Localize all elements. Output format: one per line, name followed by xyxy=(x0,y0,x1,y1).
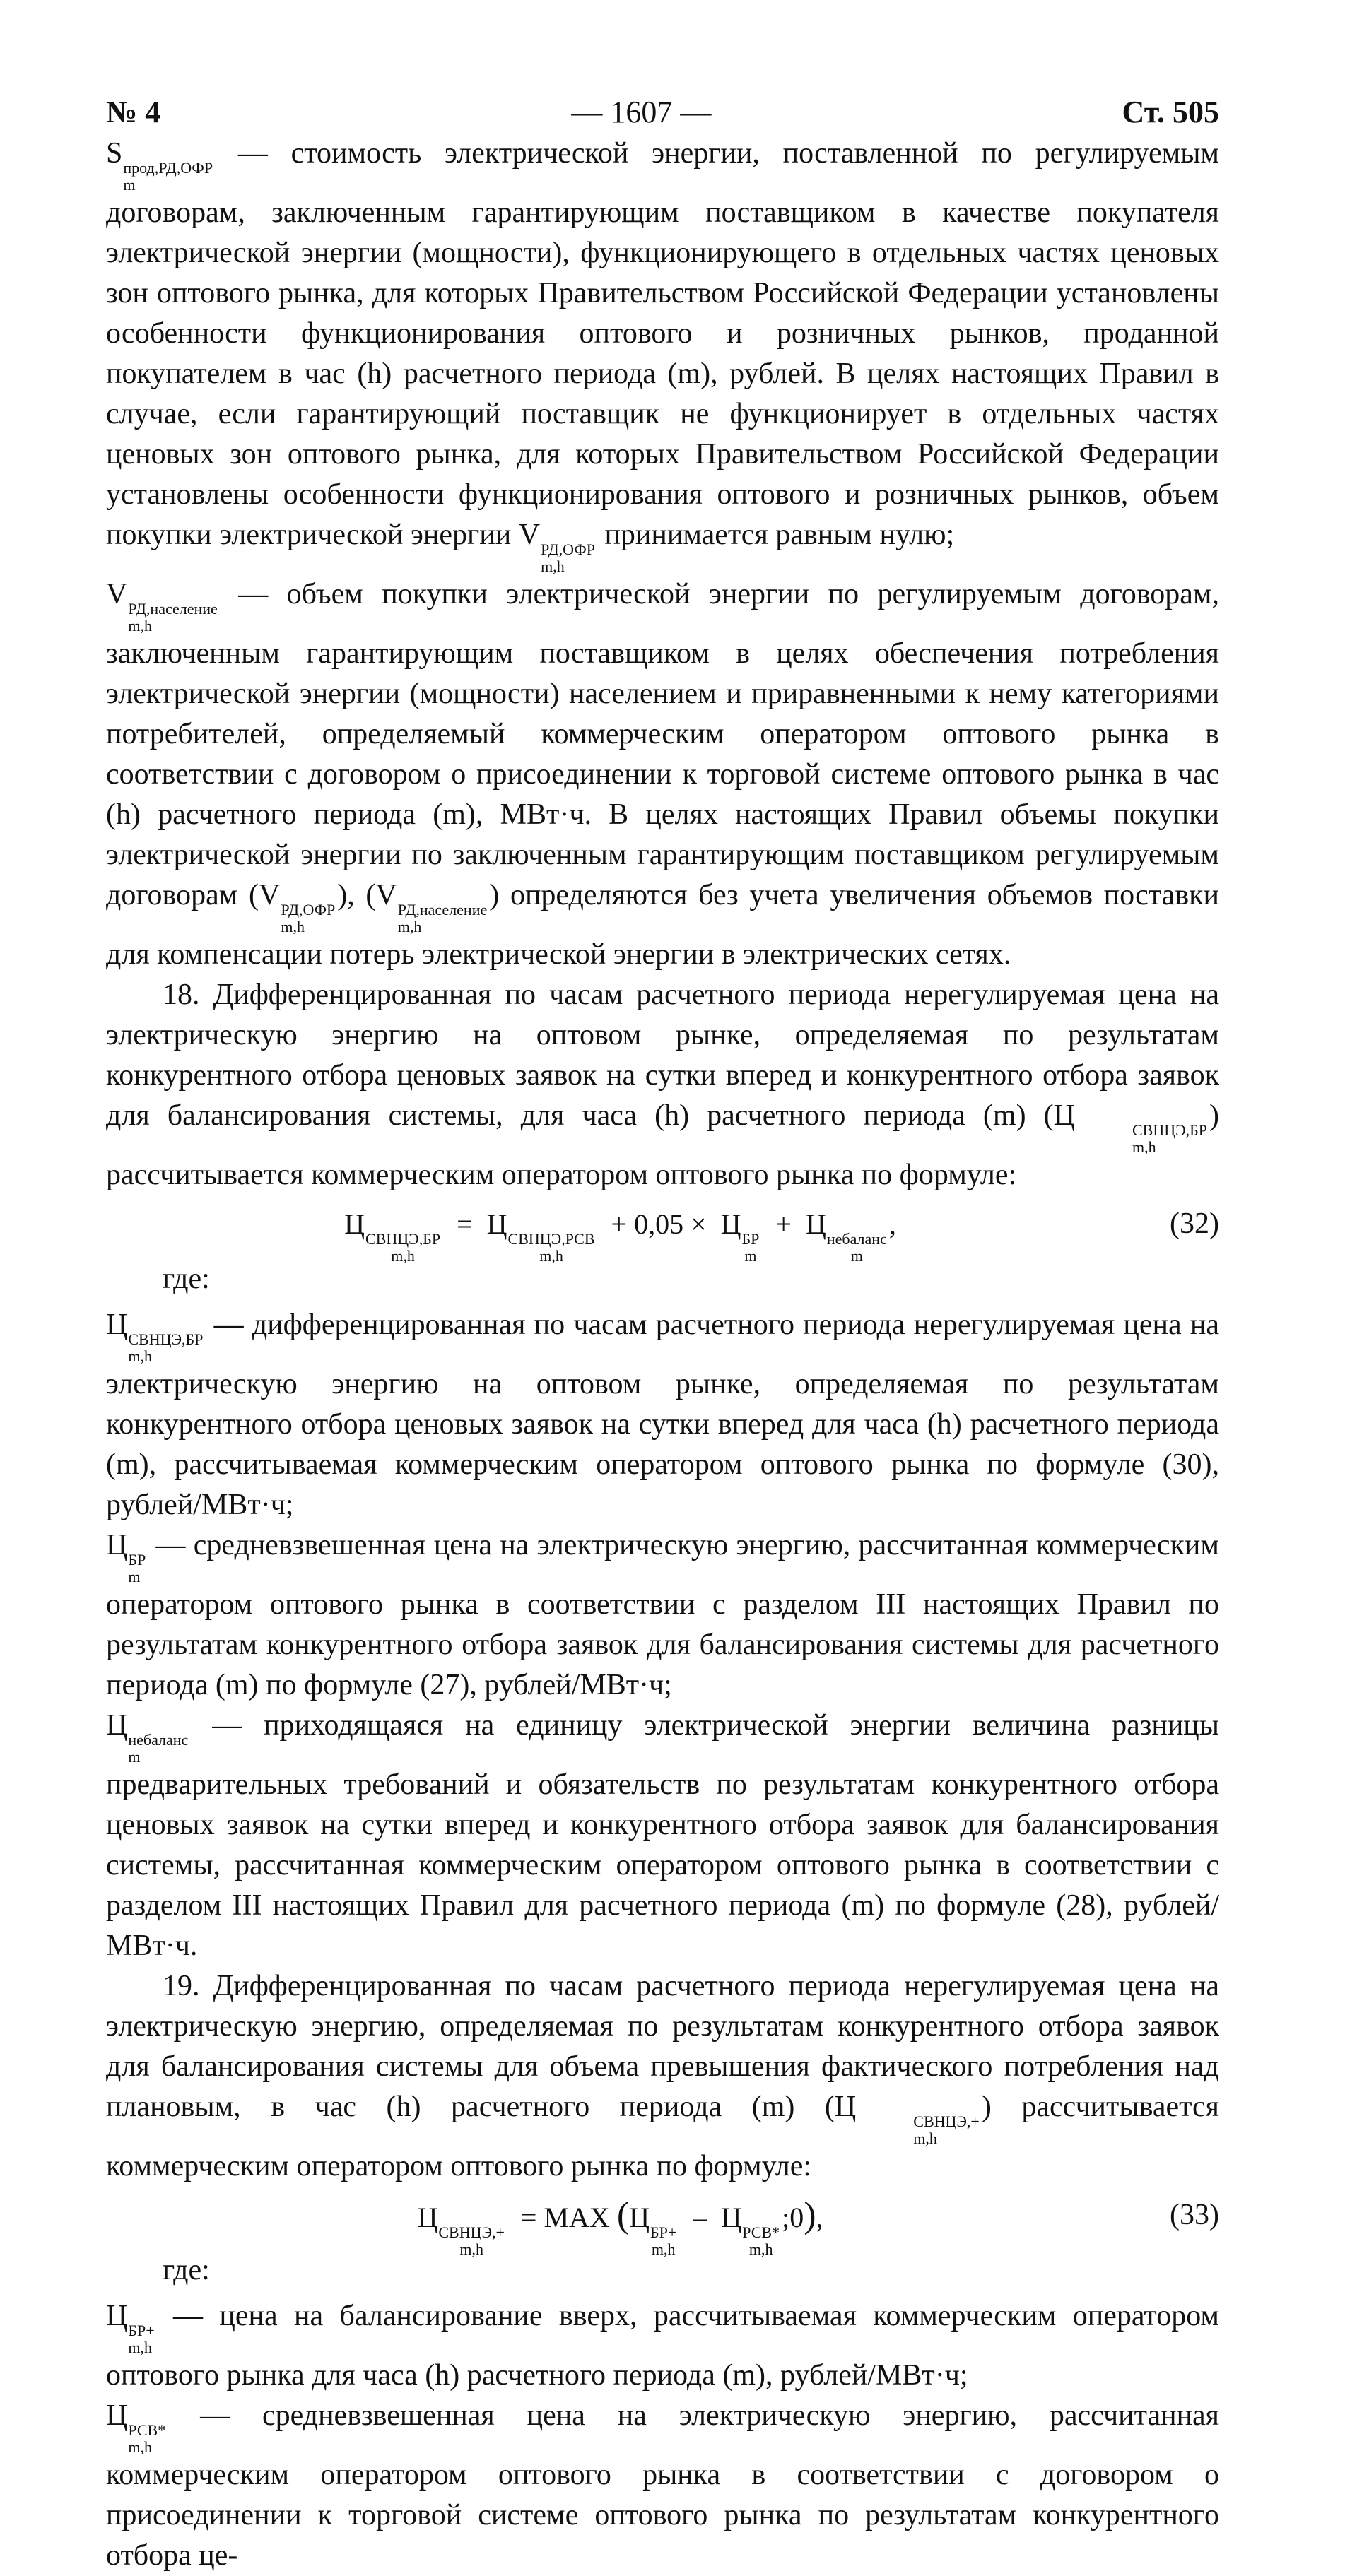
definition-c-br-plus: Ц БР+ m,h — цена на балансирование вверх, рассчитываемая коммерческим оператором оптового рынка для часа (h) расчетного периода (m), рублей/МВт·ч; xyxy=(106,2300,1220,2392)
page-number: — 1607 — xyxy=(571,95,712,129)
definition-c-svnc-br: Ц СВНЦЭ,БР m,h — дифференцированная по часам расчетного периода нерегулируемая цена на электрическую энергию на оптовом рынке, определяемая по результатам конкурентного отбора ценовых заявок на сутки вперед для часа (h) расчетного периода (m), рассчитываемая коммерческим оператором оптового рынка по формуле (30), рублей/МВт·ч; xyxy=(106,1308,1219,1521)
issue-number: № 4 xyxy=(106,95,161,129)
document-page xyxy=(106,92,1219,2576)
definition-c-br: Ц БР m — средневзвешенная цена на электрическую энергию, рассчитанная коммерческим оператором оптового рынка в соответствии с разделом III настоящих Правил по результатам конкурентного отбора заявок для балансирования системы для расчетного периода (m) по формуле (27), рублей/МВт·ч; xyxy=(106,1529,1219,1701)
where-label-2: где: xyxy=(163,2254,210,2286)
formula-33: Ц СВНЦЭ,+ m,h = MAX (Ц БР+ m,h – Ц РСВ* m,h ;0), (33) xyxy=(417,2195,1219,2258)
formula-33-number: (33) xyxy=(1170,2199,1219,2231)
where-label-1: где: xyxy=(163,1263,210,1295)
definition-c-nebalans: Ц небаланс m — приходящаяся на единицу электрической энергии величина разницы предварительных требований и обязательств по результатам конкурентного отбора ценовых заявок на сутки вперед и конкурентного отбора заявок для балансирования системы, рассчитанная коммерческим оператором оптового рынка в соответствии с разделом III настоящих Правил для расчетного периода (m) по формуле (28), рублей/МВт·ч. xyxy=(106,1709,1219,1962)
definition-s-prod: S прод,РД,ОФР m — стоимость электрической энергии, поставленной по регулируемым договорам, заключенным гарантирующим поставщиком в качестве покупателя электрической энергии (мощности), функционирующего в отдельных частях ценовых зон оптового рынка, для которых Правительством Российской Федерации установлены особенности функционирования оптового и розничных рынков, проданной покупателем в час (h) расчетного периода (m), рублей. В целях настоящих Правил в случае, если гарантирующий поставщик не функционирует в отдельных частях ценовых зон оптового рынка, для которых Правительством Российской Федерации установлены особенности функционирования оптового и розничных рынков, объем покупки электрической энергии V РД,ОФР m,h принимается равным нулю; xyxy=(106,137,1220,575)
formula-32-number: (32) xyxy=(1170,1207,1219,1240)
symbol-v-nas: V РД,население m,h xyxy=(106,578,218,634)
definition-c-rsv-star: Ц РСВ* m,h — средневзвешенная цена на электрическую энергию, рассчитанная коммерческим оператором оптового рынка в соответствии с договором о присоединении к торговой системе оптового рынка по результатам конкурентного отбора це- xyxy=(106,2399,1220,2572)
article-number: Ст. 505 xyxy=(1122,95,1219,129)
page-header xyxy=(106,92,1219,132)
symbol-s-prod: S прод,РД,ОФР m xyxy=(106,137,213,194)
formula-32: Ц СВНЦЭ,БР m,h = Ц СВНЦЭ,РСВ m,h + 0,05 × Ц БР m + Ц небаланс m , (32) xyxy=(106,1200,1219,1251)
paragraph-19: 19. Дифференцированная по часам расчетного периода нерегулируемая цена на электрическую энергию, определяемая по результатам конкурентного отбора заявок для балансирования системы для объема превышения фактического потребления над плановым, в час (h) расчетного периода (m) (Ц СВНЦЭ,+ m,h ) рассчитывается коммерческим оператором оптового рынка по формуле: xyxy=(106,1970,1219,2182)
paragraph-18: 18. Дифференцированная по часам расчетного периода нерегулируемая цена на электрическую энергию на оптовом рынке, определяемая по результатам конкурентного отбора ценовых заявок на сутки вперед и конкурентного отбора заявок для балансирования системы, для часа (h) расчетного периода (m) (Ц СВНЦЭ,БР m,h ) рассчитывается коммерческим оператором оптового рынка по формуле: xyxy=(106,979,1219,1191)
symbol-v-rd: V РД,ОФР m,h xyxy=(518,519,595,575)
definition-v-naselenie: V РД,население m,h — объем покупки электрической энергии по регулируемым договорам, заключенным гарантирующим поставщиком в целях обеспечения потребления электрической энергии (мощности) населением и приравненными к нему категориями потребителей, определяемый коммерческим оператором оптового рынка в соответствии с договором о присоединении к торговой системе оптового рынка в час (h) расчетного периода (m), МВт·ч. В целях настоящих Правил объемы покупки электрической энергии по заключенным гарантирующим поставщиком регулируемым договорам (V РД,ОФР m,h ), (V РД,население m,h ) определяются без учета увеличения объемов поставки для компенсации потерь электрической энергии в электрических сетях. xyxy=(106,578,1220,971)
